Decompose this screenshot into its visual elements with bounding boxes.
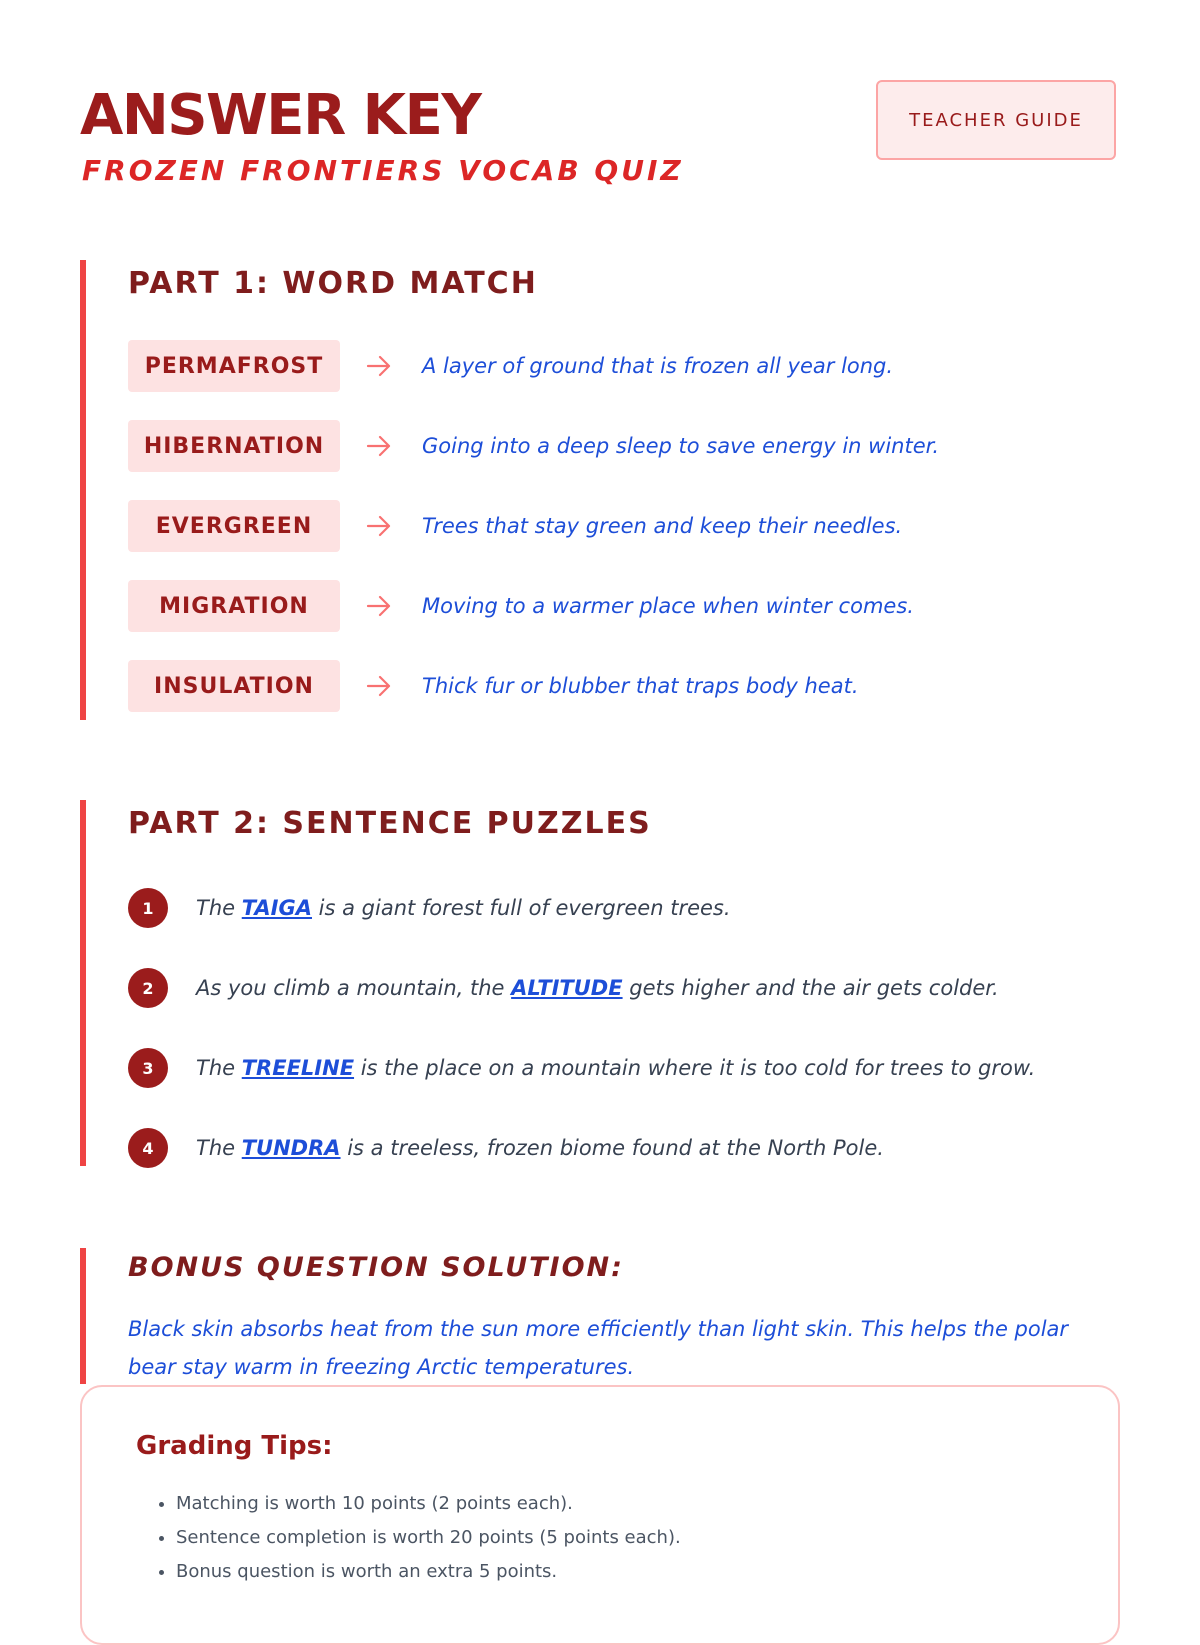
puzzle-row bbox=[128, 1128, 1108, 1170]
sentence-end: is a treeless, frozen biome found at the North Pole. bbox=[340, 1136, 884, 1160]
answer-word: TREELINE bbox=[241, 1056, 355, 1080]
sentence-end: is a giant forest full of evergreen trees. bbox=[311, 896, 731, 920]
list-item: • Matching is worth 10 points (2 points each). bbox=[176, 1487, 681, 1521]
answer-word: TAIGA bbox=[241, 896, 312, 920]
number-badge: 2 bbox=[128, 968, 168, 1008]
sentence-puzzles-section bbox=[80, 800, 1120, 1166]
match-row bbox=[128, 660, 1108, 712]
grading-tips-box bbox=[80, 1385, 1120, 1645]
list-item: • Bonus question is worth an extra 5 points. bbox=[176, 1555, 681, 1589]
grading-tips-title: Grading Tips: bbox=[136, 1431, 333, 1461]
page-subtitle: FROZEN FRONTIERS VOCAB QUIZ bbox=[82, 154, 684, 187]
match-row bbox=[128, 340, 1108, 392]
match-row bbox=[128, 420, 1108, 472]
puzzle-sentence bbox=[196, 1128, 884, 1168]
vocab-word: INSULATION bbox=[128, 660, 340, 712]
definition: Going into a deep sleep to save energy in winter. bbox=[422, 434, 939, 458]
puzzle-row bbox=[128, 968, 1108, 1010]
arrow-right-icon bbox=[366, 594, 392, 618]
sentence-end: gets higher and the air gets colder. bbox=[622, 976, 999, 1000]
number-badge: 3 bbox=[128, 1048, 168, 1088]
list-item: • Sentence completion is worth 20 points (5 points each). bbox=[176, 1521, 681, 1555]
vocab-word: EVERGREEN bbox=[128, 500, 340, 552]
puzzle-row bbox=[128, 888, 1108, 930]
bonus-title: BONUS QUESTION SOLUTION: bbox=[128, 1252, 624, 1283]
answer-key-page bbox=[80, 0, 1120, 1600]
definition: Trees that stay green and keep their needles. bbox=[422, 514, 903, 538]
grading-tips-list bbox=[136, 1487, 681, 1589]
sentence-start: The bbox=[196, 1136, 242, 1160]
definition: A layer of ground that is frozen all year long. bbox=[422, 354, 894, 378]
number-badge: 1 bbox=[128, 888, 168, 928]
bonus-section bbox=[80, 1248, 1120, 1384]
sentence-start: As you climb a mountain, the bbox=[196, 976, 512, 1000]
arrow-right-icon bbox=[366, 354, 392, 378]
arrow-right-icon bbox=[366, 514, 392, 538]
arrow-right-icon bbox=[366, 674, 392, 698]
arrow-right-icon bbox=[366, 434, 392, 458]
sentence-start: The bbox=[196, 1056, 242, 1080]
sentence-end: is the place on a mountain where it is too cold for trees to grow. bbox=[354, 1056, 1036, 1080]
header bbox=[80, 80, 1120, 190]
vocab-word: HIBERNATION bbox=[128, 420, 340, 472]
page-title: ANSWER KEY bbox=[80, 83, 481, 148]
vocab-word: PERMAFROST bbox=[128, 340, 340, 392]
puzzle-sentence bbox=[196, 1048, 1035, 1088]
definition: Moving to a warmer place when winter comes. bbox=[422, 594, 914, 618]
match-row bbox=[128, 580, 1108, 632]
answer-word: TUNDRA bbox=[241, 1136, 341, 1160]
puzzle-sentence bbox=[196, 968, 999, 1008]
section-title: PART 2: SENTENCE PUZZLES bbox=[128, 806, 652, 841]
puzzle-row bbox=[128, 1048, 1108, 1090]
bonus-solution-text: Black skin absorbs heat from the sun more efficiently than light skin. This helps the polar bear stay warm in freezing Arctic temperatures. bbox=[128, 1317, 1069, 1379]
puzzle-sentence bbox=[196, 888, 731, 928]
teacher-guide-badge: TEACHER GUIDE bbox=[876, 80, 1116, 160]
number-badge: 4 bbox=[128, 1128, 168, 1168]
word-match-section bbox=[80, 260, 1120, 720]
answer-word: ALTITUDE bbox=[511, 976, 623, 1000]
match-row bbox=[128, 500, 1108, 552]
sentence-start: The bbox=[196, 896, 242, 920]
definition: Thick fur or blubber that traps body heat. bbox=[422, 674, 859, 698]
vocab-word: MIGRATION bbox=[128, 580, 340, 632]
section-title: PART 1: WORD MATCH bbox=[128, 266, 538, 301]
